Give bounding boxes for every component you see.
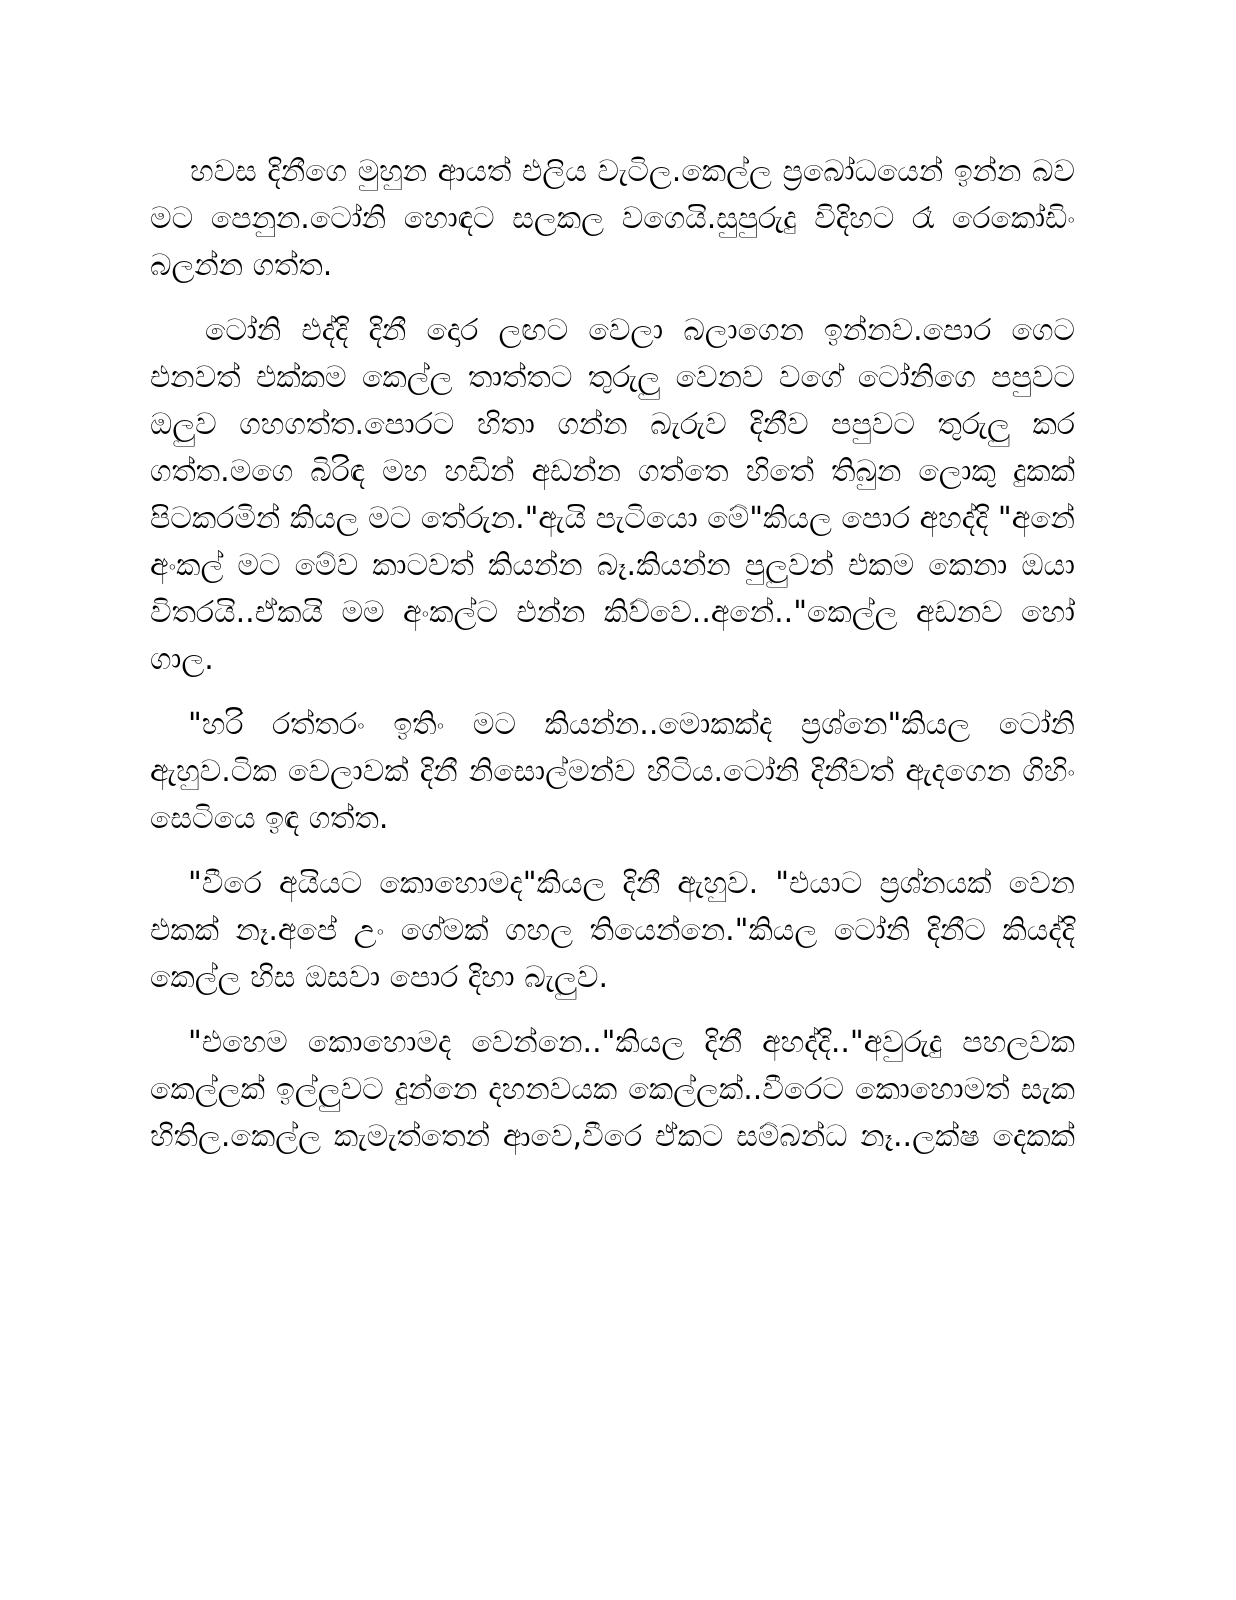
paragraph: "හරි රත්තරං ඉතිං මට කියන්න..මොකක්ද ප්‍රශ්නෙ"කියල ටෝනි ඇහුව.ටික වෙලාවක් දිනී නිසොල්මන්ව හිටිය.ටෝනි දිනීවත් ඇදගෙන ගිහිං සෙටියෙ ඉඳ ගත්ත. (150, 707, 1075, 836)
document-body (150, 148, 1075, 1178)
paragraph: හවස දිනීගෙ මුහුන ආයත් එලිය වැටිල.කෙල්ල ප්‍රබෝධයෙන් ඉන්න බව මට පෙනුන.ටෝනි හොඳට සලකල වගෙයි.සුපුරුදු විදිහට රෑ රෙකෝඩිං බලන්න ගත්ත. (150, 154, 1075, 283)
paragraph: "වීරෙ අයියට කොහොමද"කියල දිනී ඇහුව. "එයාට ප්‍රශ්නයක් වෙන එකක් නෑ.අපේ උං ගේමක් ගහල තියෙන්නෙ."කියල ටෝනි දිනීට කියද්දි කෙල්ල හිස ඔසවා පොර දිහා බැලුව. (150, 866, 1075, 995)
paragraph: "එහෙම කොහොමද වෙන්නෙ.."කියල දිනී අහද්දි.."අවුරුදු පහලවක කෙල්ලක් ඉල්ලුවට දුන්නෙ දහනවයක කෙල්ලක්..වීරෙට කොහොමත් සැක හිතිල.කෙල්ල කැමැත්තෙන් ආවෙ,වීරෙ ඒකට සම්බන්ධ නෑ..ලක්ෂ දෙකක් (150, 1025, 1075, 1154)
paragraph: ටෝනි එද්දි දිනී දොර ලඟට වෙලා බලාගෙන ඉන්නව.පොර ගෙට එනවත් එක්කම කෙල්ල තාත්තට තුරුලු වෙනව වගේ ටෝනිගෙ පපුවට ඔලුව ගහගත්ත.පොරට හිතා ගන්න බැරුව දිනීව පපුවට තුරුලු කර ගත්ත.මගෙ බිරිඳ මහ හඩින් අඩන්න ගත්තෙ හිතේ තිබුන ලොකු දුකක් පිටකරමින් කියල මට තේරුන."ඇයි පැටියො මේ"කියල පොර අහද්දි "අනේ අංකල් මට මේව කාටවත් කියන්න බෑ.කියන්න පුලුවන් එකම කෙනා ඔයා විතරයි..ඒකයි මම අංකල්ට එන්න කිව්වෙ..අනේ.."කෙල්ල අඩනව හෝ ගාල. (150, 313, 1075, 677)
